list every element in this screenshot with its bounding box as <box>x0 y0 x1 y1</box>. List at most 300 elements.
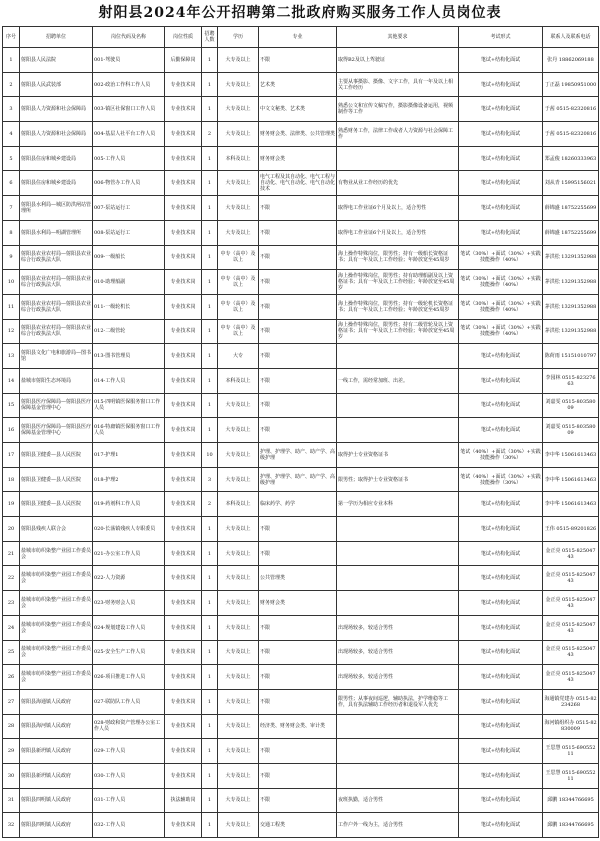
cell-unit: 射阳县文化广电和旅游局—图书馆 <box>20 344 93 369</box>
cell-unit: 盐城市纺织染整产业园工作委员会 <box>20 615 93 640</box>
cell-education: 大专及以上 <box>218 788 259 813</box>
cell-type: 专业技术岗 <box>165 146 202 171</box>
cell-requirements: 海上操作特殊岗位，限男性；持有一级轮机长资格证书；具有一年及以上工作经验；年龄放宽至45周岁 <box>337 294 459 319</box>
cell-requirements: 取得护士专业资格证书 <box>337 443 459 468</box>
cell-index: 24 <box>3 615 20 640</box>
cell-requirements: 海上操作特殊岗位，限男性；持有二级管轮及以上资格证书；具有一年及以上工作经验；年龄放宽至45周岁 <box>337 319 459 344</box>
cell-contact: 茅洪松 13291352988 <box>543 270 599 295</box>
cell-unit: 射阳县新坍镇人民政府 <box>20 739 93 764</box>
cell-position: 003-镇区社保窗口工作人员 <box>93 97 165 122</box>
cell-type: 专业技术岗 <box>165 270 202 295</box>
cell-index: 31 <box>3 788 20 813</box>
cell-education: 大专及以上 <box>218 72 259 97</box>
cell-index: 25 <box>3 640 20 665</box>
cell-contact: 金正亮 0515-82504743 <box>543 566 599 591</box>
cell-requirements: 限男性；从事夜间巡逻，辅助执法，护学维稳等工作，具有执法辅助工作经历者和退役军人优先 <box>337 689 459 714</box>
cell-major: 护理、护理学、助产、助产学、高级护理 <box>259 467 337 492</box>
cell-contact: 金正亮 0515-82504743 <box>543 615 599 640</box>
cell-index: 10 <box>3 270 20 295</box>
cell-position: 014-工作人员 <box>93 368 165 393</box>
cell-index: 29 <box>3 739 20 764</box>
cell-major: 财务财会类、法律类、公共管理类 <box>259 122 337 147</box>
cell-exam: 笔试+结构化面试 <box>459 665 543 690</box>
cell-unit: 射阳县农业农村局—射阳县农业综合行政执法大队 <box>20 294 93 319</box>
cell-unit: 射阳县人民法院 <box>20 48 93 73</box>
cell-education: 大专及以上 <box>218 196 259 221</box>
cell-type: 专业技术岗 <box>165 122 202 147</box>
cell-unit: 射阳县卫健委—县人民医院 <box>20 492 93 517</box>
cell-count: 1 <box>202 418 218 443</box>
cell-exam: 笔试+结构化面试 <box>459 541 543 566</box>
cell-count: 1 <box>202 48 218 73</box>
cell-position: 018-护理2 <box>93 467 165 492</box>
cell-education: 大专及以上 <box>218 541 259 566</box>
cell-position: 007-泵站运行工 <box>93 196 165 221</box>
cell-unit: 射阳县卫健委—县人民医院 <box>20 443 93 468</box>
cell-requirements: 出现场较多，较适合男性 <box>337 615 459 640</box>
cell-exam: 笔试+结构化面试 <box>459 689 543 714</box>
cell-count: 1 <box>202 788 218 813</box>
cell-exam: 笔试+结构化面试 <box>459 813 543 838</box>
cell-requirements <box>337 739 459 764</box>
cell-count: 1 <box>202 220 218 245</box>
cell-type: 专业技术岗 <box>165 220 202 245</box>
cell-major: 不限 <box>259 739 337 764</box>
cell-exam: 笔试+结构化面试 <box>459 122 543 147</box>
cell-count: 1 <box>202 146 218 171</box>
cell-index: 18 <box>3 467 20 492</box>
cell-exam: 笔试+结构化面试 <box>459 763 543 788</box>
cell-index: 12 <box>3 319 20 344</box>
cell-count: 3 <box>202 467 218 492</box>
cell-position: 015-四明镇医保服务窗口工作人员 <box>93 393 165 418</box>
cell-type: 专业技术岗 <box>165 541 202 566</box>
cell-unit: 射阳县医疗保障局—射阳县医疗保障基金管理中心 <box>20 418 93 443</box>
cell-major: 交通工程类 <box>259 813 337 838</box>
cell-contact: 于茜 0515-82320816 <box>543 122 599 147</box>
cell-type: 专业技术岗 <box>165 566 202 591</box>
cell-education: 大专及以上 <box>218 640 259 665</box>
cell-exam: 笔试+结构化面试 <box>459 591 543 616</box>
cell-major: 财务财会类 <box>259 146 337 171</box>
page-title: 射阳县2024年公开招聘第二批政府购买服务工作人员岗位表 <box>98 5 502 21</box>
cell-type: 专业技术岗 <box>165 813 202 838</box>
cell-type: 专业技术岗 <box>165 418 202 443</box>
cell-unit: 盐城市纺织染整产业园工作委员会 <box>20 566 93 591</box>
cell-type: 专业技术岗 <box>165 714 202 739</box>
table-row <box>3 72 599 97</box>
cell-requirements: 取得电工作业证6个月及以上，适合男性 <box>337 220 459 245</box>
cell-requirements <box>337 393 459 418</box>
table-row <box>3 220 599 245</box>
cell-contact: 李中华 15061613463 <box>543 492 599 517</box>
cell-count: 1 <box>202 566 218 591</box>
cell-education: 大专及以上 <box>218 714 259 739</box>
cell-count: 1 <box>202 665 218 690</box>
table-row <box>3 788 599 813</box>
cell-major: 不限 <box>259 788 337 813</box>
cell-exam: 笔试+结构化面试 <box>459 368 543 393</box>
cell-contact: 海通镇党建办 0515-82234268 <box>543 689 599 714</box>
cell-type: 专业技术岗 <box>165 591 202 616</box>
table-header-row <box>3 27 599 48</box>
cell-requirements: 取得B2及以上驾驶证 <box>337 48 459 73</box>
cell-education: 大专及以上 <box>218 739 259 764</box>
cell-contact: 丁正磊 19850951000 <box>543 72 599 97</box>
cell-unit: 射阳县卫健委—县人民医院 <box>20 467 93 492</box>
table-row <box>3 541 599 566</box>
cell-education: 大专及以上 <box>218 591 259 616</box>
col-header-unit: 招聘单位 <box>20 27 93 48</box>
cell-education: 大专及以上 <box>218 763 259 788</box>
cell-exam: 笔试+结构化面试 <box>459 517 543 542</box>
cell-count: 1 <box>202 591 218 616</box>
cell-contact: 陈荷雨 15151010797 <box>543 344 599 369</box>
cell-count: 1 <box>202 270 218 295</box>
cell-count: 1 <box>202 72 218 97</box>
cell-type: 专业技术岗 <box>165 665 202 690</box>
cell-education: 大专及以上 <box>218 122 259 147</box>
cell-position: 030-工作人员 <box>93 763 165 788</box>
cell-position: 004-基层人社平台工作人员 <box>93 122 165 147</box>
cell-unit: 射阳县农业农村局—射阳县农业综合行政执法大队 <box>20 245 93 270</box>
cell-requirements: 出现场较多，较适合男性 <box>337 665 459 690</box>
cell-major: 不限 <box>259 393 337 418</box>
col-header-count: 招聘人数 <box>202 27 218 48</box>
cell-education: 大专及以上 <box>218 48 259 73</box>
cell-requirements: 主要从事摄影、摄像、文字工作，具有一年及以上相关工作经历 <box>337 72 459 97</box>
cell-position: 012-二级管轮 <box>93 319 165 344</box>
cell-unit: 射阳县住房和城乡建设局 <box>20 146 93 171</box>
cell-major: 不限 <box>259 294 337 319</box>
table-row <box>3 196 599 221</box>
cell-major: 不限 <box>259 48 337 73</box>
cell-requirements <box>337 566 459 591</box>
cell-count: 1 <box>202 171 218 196</box>
cell-count: 1 <box>202 368 218 393</box>
cell-unit: 盐城市纺织染整产业园工作委员会 <box>20 665 93 690</box>
cell-index: 26 <box>3 665 20 690</box>
cell-type: 后勤保障岗 <box>165 48 202 73</box>
cell-major: 临床药学、药学 <box>259 492 337 517</box>
col-header-type: 岗位性质 <box>165 27 202 48</box>
cell-major: 经济类、财务财会类、审计类 <box>259 714 337 739</box>
cell-count: 1 <box>202 97 218 122</box>
cell-education: 本科及以上 <box>218 146 259 171</box>
table-row <box>3 640 599 665</box>
cell-major: 不限 <box>259 541 337 566</box>
cell-contact: 刘嘉雯 0515-80358009 <box>543 418 599 443</box>
cell-requirements <box>337 714 459 739</box>
cell-contact: 王思慧 0515-69055211 <box>543 763 599 788</box>
table-row <box>3 517 599 542</box>
cell-index: 22 <box>3 566 20 591</box>
cell-position: 006-物管办工作人员 <box>93 171 165 196</box>
cell-requirements: 海上操作特殊岗位，限男性；持有一级船长资格证书；具有一年及以上工作经验；年龄放宽至45周岁 <box>337 245 459 270</box>
cell-education: 大专及以上 <box>218 615 259 640</box>
cell-index: 2 <box>3 72 20 97</box>
cell-index: 32 <box>3 813 20 838</box>
cell-index: 23 <box>3 591 20 616</box>
cell-major: 不限 <box>259 220 337 245</box>
cell-contact: 邱鹏 18344766695 <box>543 813 599 838</box>
cell-position: 021-办公室工作人员 <box>93 541 165 566</box>
cell-count: 1 <box>202 245 218 270</box>
cell-position: 022-人力资源 <box>93 566 165 591</box>
cell-position: 031-工作人员 <box>93 788 165 813</box>
cell-unit: 盐城市纺织染整产业园工作委员会 <box>20 640 93 665</box>
col-header-requirements: 其他要求 <box>337 27 459 48</box>
cell-position: 023-财务财会人员 <box>93 591 165 616</box>
cell-major: 公共管理类 <box>259 566 337 591</box>
cell-education: 本科及以上 <box>218 368 259 393</box>
cell-education: 大专及以上 <box>218 517 259 542</box>
cell-count: 1 <box>202 714 218 739</box>
cell-exam: 笔试（40%）+面试（30%）+实践技能操作（30%） <box>459 467 543 492</box>
cell-contact: 金正亮 0515-82504743 <box>543 591 599 616</box>
cell-requirements: 限男性；取得护士专业资格证书 <box>337 467 459 492</box>
cell-requirements: 工作户外一线为主，适合男性 <box>337 813 459 838</box>
cell-count: 1 <box>202 763 218 788</box>
cell-count: 1 <box>202 344 218 369</box>
table-body <box>3 48 599 838</box>
cell-major: 不限 <box>259 615 337 640</box>
cell-count: 1 <box>202 640 218 665</box>
table-row <box>3 393 599 418</box>
table-row <box>3 146 599 171</box>
cell-unit: 射阳县水利局—明湖管理所 <box>20 220 93 245</box>
cell-contact: 李园林 0515-82327663 <box>543 368 599 393</box>
cell-exam: 笔试+结构化面试 <box>459 714 543 739</box>
cell-exam: 笔试+结构化面试 <box>459 196 543 221</box>
cell-requirements <box>337 591 459 616</box>
cell-exam: 笔试+结构化面试 <box>459 48 543 73</box>
cell-type: 专业技术岗 <box>165 196 202 221</box>
cell-unit: 射阳县农业农村局—射阳县农业综合行政执法大队 <box>20 270 93 295</box>
cell-contact: 茅洪松 13291352988 <box>543 245 599 270</box>
table-row <box>3 270 599 295</box>
table-row <box>3 245 599 270</box>
cell-contact: 茅洪松 13291352988 <box>543 294 599 319</box>
cell-major: 护理、护理学、助产、助产学、高级护理 <box>259 443 337 468</box>
col-header-major: 专业 <box>259 27 337 48</box>
cell-education: 大专及以上 <box>218 418 259 443</box>
cell-count: 1 <box>202 739 218 764</box>
cell-contact: 邱鹏 18344766695 <box>543 788 599 813</box>
cell-index: 28 <box>3 714 20 739</box>
cell-education: 大专及以上 <box>218 813 259 838</box>
cell-index: 15 <box>3 393 20 418</box>
cell-requirements: 取得电工作业证6个月及以上，适合男性 <box>337 196 459 221</box>
cell-type: 专业技术岗 <box>165 467 202 492</box>
cell-type: 专业技术岗 <box>165 689 202 714</box>
table-row <box>3 467 599 492</box>
cell-count: 2 <box>202 122 218 147</box>
cell-count: 1 <box>202 813 218 838</box>
cell-type: 专业技术岗 <box>165 245 202 270</box>
table-row <box>3 615 599 640</box>
cell-education: 大专及以上 <box>218 171 259 196</box>
cell-type: 专业技术岗 <box>165 319 202 344</box>
cell-requirements: 海上操作特殊岗位，限男性；持有助理船副及以上资格证书；具有一年及以上工作经验；年龄放宽至45周岁 <box>337 270 459 295</box>
cell-type: 专业技术岗 <box>165 739 202 764</box>
cell-exam: 笔试+结构化面试 <box>459 418 543 443</box>
cell-count: 1 <box>202 689 218 714</box>
cell-contact: 薛锦盛 18752255699 <box>543 220 599 245</box>
col-header-position: 岗位代码及名称 <box>93 27 165 48</box>
cell-position: 010-助理船副 <box>93 270 165 295</box>
cell-exam: 笔试（30%）+面试（30%）+实践技能操作（40%） <box>459 245 543 270</box>
cell-count: 1 <box>202 541 218 566</box>
cell-exam: 笔试（30%）+面试（30%）+实践技能操作（40%） <box>459 294 543 319</box>
cell-position: 017-护理1 <box>93 443 165 468</box>
table-row <box>3 344 599 369</box>
cell-education: 大专及以上 <box>218 97 259 122</box>
cell-requirements: 出现场较多，较适合男性 <box>337 640 459 665</box>
cell-contact: 郑孟俊 18260333963 <box>543 146 599 171</box>
cell-position: 028-财政和资产管理办公室工作人员 <box>93 714 165 739</box>
cell-type: 专业技术岗 <box>165 615 202 640</box>
cell-education: 大专及以上 <box>218 220 259 245</box>
cell-requirements: 一线工作，需经常加班、出差。 <box>337 368 459 393</box>
cell-type: 专业技术岗 <box>165 294 202 319</box>
cell-unit: 盐城市纺织染整产业园工作委员会 <box>20 591 93 616</box>
cell-contact: 金正亮 0515-82504743 <box>543 640 599 665</box>
cell-education: 中专（高中）及以上 <box>218 270 259 295</box>
cell-type: 专业技术岗 <box>165 443 202 468</box>
cell-contact: 茅洪松 13291352988 <box>543 319 599 344</box>
table-row <box>3 171 599 196</box>
cell-major: 财务财会类 <box>259 591 337 616</box>
cell-unit: 盐城市射阳生态环境局 <box>20 368 93 393</box>
cell-index: 13 <box>3 344 20 369</box>
cell-requirements: 有物业从业工作经历的优先 <box>337 171 459 196</box>
cell-exam: 笔试（40%）+面试（30%）+实践技能操作（30%） <box>459 443 543 468</box>
cell-count: 1 <box>202 615 218 640</box>
cell-position: 029-工作人员 <box>93 739 165 764</box>
table-row <box>3 294 599 319</box>
cell-index: 8 <box>3 220 20 245</box>
cell-requirements: 熟悉财务工作，法律工作或者人力资源与社会保障工作 <box>337 122 459 147</box>
cell-major: 不限 <box>259 270 337 295</box>
cell-unit: 射阳县人力资源和社会保障局 <box>20 122 93 147</box>
cell-type: 专业技术岗 <box>165 171 202 196</box>
cell-index: 30 <box>3 763 20 788</box>
cell-index: 6 <box>3 171 20 196</box>
col-header-exam: 考试形式 <box>459 27 543 48</box>
cell-unit: 射阳县医疗保障局—射阳县医疗保障基金管理中心 <box>20 393 93 418</box>
table-row <box>3 739 599 764</box>
cell-exam: 笔试+结构化面试 <box>459 492 543 517</box>
cell-exam: 笔试+结构化面试 <box>459 566 543 591</box>
cell-requirements <box>337 541 459 566</box>
cell-type: 专业技术岗 <box>165 72 202 97</box>
cell-education: 大专及以上 <box>218 665 259 690</box>
cell-education: 大专及以上 <box>218 443 259 468</box>
cell-position: 005-工作人员 <box>93 146 165 171</box>
cell-exam: 笔试+结构化面试 <box>459 615 543 640</box>
cell-unit: 射阳县海通镇人民政府 <box>20 689 93 714</box>
cell-unit: 射阳县人力资源和社会保障局 <box>20 97 93 122</box>
cell-index: 4 <box>3 122 20 147</box>
cell-count: 1 <box>202 196 218 221</box>
cell-count: 2 <box>202 492 218 517</box>
col-header-education: 学历 <box>218 27 259 48</box>
cell-type: 专业技术岗 <box>165 344 202 369</box>
cell-type: 专业技术岗 <box>165 640 202 665</box>
cell-exam: 笔试+结构化面试 <box>459 97 543 122</box>
cell-contact: 李中华 15061613463 <box>543 443 599 468</box>
cell-requirements <box>337 763 459 788</box>
table-row <box>3 122 599 147</box>
table-row <box>3 48 599 73</box>
cell-unit: 射阳县新坍镇人民政府 <box>20 763 93 788</box>
cell-count: 1 <box>202 319 218 344</box>
cell-education: 大专 <box>218 344 259 369</box>
cell-position: 025-安全生产工作人员 <box>93 640 165 665</box>
cell-unit: 射阳县海河镇人民政府 <box>20 714 93 739</box>
cell-education: 大专及以上 <box>218 393 259 418</box>
cell-contact: 王思慧 0515-69055211 <box>543 739 599 764</box>
cell-index: 19 <box>3 492 20 517</box>
cell-requirements <box>337 344 459 369</box>
table-row <box>3 492 599 517</box>
cell-major: 不限 <box>259 517 337 542</box>
cell-exam: 笔试+结构化面试 <box>459 788 543 813</box>
cell-exam: 笔试+结构化面试 <box>459 220 543 245</box>
cell-major: 不限 <box>259 319 337 344</box>
cell-exam: 笔试+结构化面试 <box>459 344 543 369</box>
cell-index: 27 <box>3 689 20 714</box>
cell-exam: 笔试+结构化面试 <box>459 393 543 418</box>
cell-position: 024-规划建设工作人员 <box>93 615 165 640</box>
table-row <box>3 689 599 714</box>
cell-major: 艺术类 <box>259 72 337 97</box>
cell-position: 019-药剂科工作人员 <box>93 492 165 517</box>
cell-position: 032-工作人员 <box>93 813 165 838</box>
cell-type: 专业技术岗 <box>165 97 202 122</box>
table-row <box>3 97 599 122</box>
cell-position: 016-特庸镇医保服务窗口工作人员 <box>93 418 165 443</box>
table-row <box>3 763 599 788</box>
cell-index: 11 <box>3 294 20 319</box>
cell-type: 执法辅助岗 <box>165 788 202 813</box>
cell-major: 电气工程及其自动化、电气工程与自动化、电气自动化、电气自动化技术 <box>259 171 337 196</box>
table-row <box>3 566 599 591</box>
cell-index: 5 <box>3 146 20 171</box>
cell-type: 专业技术岗 <box>165 763 202 788</box>
cell-type: 专业技术岗 <box>165 517 202 542</box>
table-row <box>3 443 599 468</box>
cell-index: 9 <box>3 245 20 270</box>
cell-exam: 笔试+结构化面试 <box>459 739 543 764</box>
cell-index: 21 <box>3 541 20 566</box>
cell-type: 专业技术岗 <box>165 393 202 418</box>
table-row <box>3 813 599 838</box>
cell-exam: 笔试（30%）+面试（30%）+实践技能操作（40%） <box>459 319 543 344</box>
cell-requirements <box>337 418 459 443</box>
table-row <box>3 665 599 690</box>
cell-index: 7 <box>3 196 20 221</box>
table-row <box>3 368 599 393</box>
cell-education: 大专及以上 <box>218 467 259 492</box>
cell-requirements <box>337 146 459 171</box>
cell-major: 不限 <box>259 418 337 443</box>
cell-exam: 笔试+结构化面试 <box>459 171 543 196</box>
cell-exam: 笔试+结构化面试 <box>459 146 543 171</box>
cell-major: 不限 <box>259 245 337 270</box>
cell-contact: 薛锦盛 18752255699 <box>543 196 599 221</box>
